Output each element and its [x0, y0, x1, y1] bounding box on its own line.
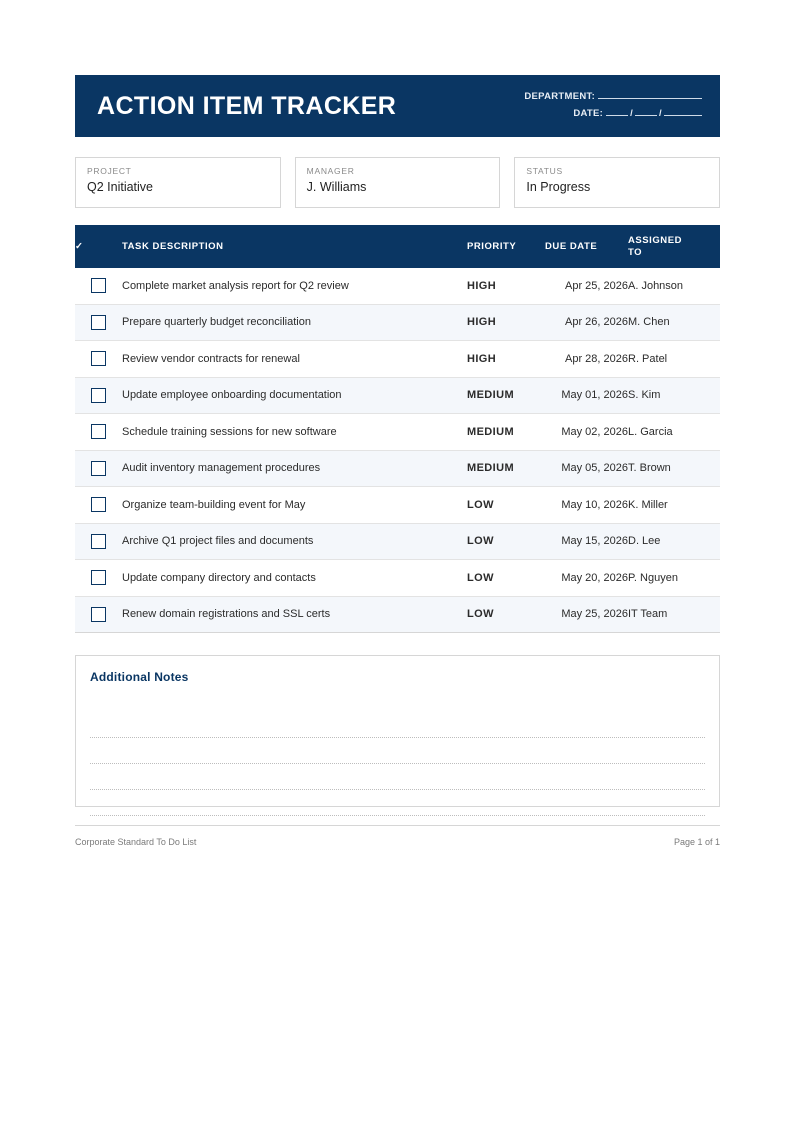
checkbox-icon[interactable]: [91, 315, 106, 330]
title-banner: [75, 75, 720, 137]
info-label-project: PROJECT: [87, 166, 132, 176]
task-checkbox-cell[interactable]: [75, 560, 122, 597]
task-checkbox-cell[interactable]: [75, 487, 122, 524]
table-row: [75, 414, 720, 451]
table-body: [75, 268, 720, 633]
table-row: [75, 560, 720, 597]
assigned-to-line-2: TO: [628, 246, 643, 258]
department-input-line[interactable]: [598, 98, 702, 99]
priority-badge: MEDIUM: [467, 450, 545, 487]
task-checkbox-cell[interactable]: [75, 414, 122, 451]
notes-writing-lines: [90, 712, 705, 816]
due-date-cell: Apr 28, 2026: [545, 341, 628, 378]
due-date-cell: May 01, 2026: [545, 377, 628, 414]
table-row: [75, 487, 720, 524]
date-field: [524, 106, 702, 123]
date-month-input-line[interactable]: [606, 115, 628, 116]
priority-badge: HIGH: [467, 304, 545, 341]
info-label-status: STATUS: [526, 166, 563, 176]
task-description-cell: Update employee onboarding documentation: [122, 377, 467, 414]
due-date-cell: Apr 25, 2026: [545, 268, 628, 304]
task-description-cell: Renew domain registrations and SSL certs: [122, 596, 467, 633]
task-description-cell: Update company directory and contacts: [122, 560, 467, 597]
checkbox-icon[interactable]: [91, 424, 106, 439]
task-checkbox-cell[interactable]: [75, 341, 122, 378]
due-date-cell: May 02, 2026: [545, 414, 628, 451]
priority-badge: LOW: [467, 523, 545, 560]
task-checkbox-cell[interactable]: [75, 377, 122, 414]
checkbox-icon[interactable]: [91, 570, 106, 585]
priority-badge: MEDIUM: [467, 377, 545, 414]
task-description-cell: Complete market analysis report for Q2 review: [122, 268, 467, 304]
action-item-table: [75, 225, 720, 633]
task-description-cell: Review vendor contracts for renewal: [122, 341, 467, 378]
info-box-status[interactable]: [514, 157, 720, 208]
info-label-manager: MANAGER: [306, 166, 355, 176]
checkbox-icon[interactable]: [91, 388, 106, 403]
assigned-to-cell: A. Johnson: [628, 268, 720, 304]
table-row: [75, 523, 720, 560]
department-label: DEPARTMENT:: [524, 91, 596, 103]
info-box-project[interactable]: [75, 157, 281, 208]
task-description-cell: Audit inventory management procedures: [122, 450, 467, 487]
notes-line[interactable]: [90, 790, 705, 816]
priority-badge: LOW: [467, 596, 545, 633]
assigned-to-cell: K. Miller: [628, 487, 720, 524]
date-year-input-line[interactable]: [664, 115, 702, 116]
task-description-cell: Schedule training sessions for new software: [122, 414, 467, 451]
date-slash-1: /: [630, 108, 634, 119]
notes-line[interactable]: [90, 738, 705, 764]
table-row: [75, 596, 720, 633]
column-header-due-date: DUE DATE: [545, 225, 628, 268]
info-box-row: [75, 157, 720, 208]
due-date-cell: Apr 26, 2026: [545, 304, 628, 341]
priority-badge: HIGH: [467, 341, 545, 378]
due-date-cell: May 10, 2026: [545, 487, 628, 524]
table-row: [75, 450, 720, 487]
task-checkbox-cell[interactable]: [75, 304, 122, 341]
page-title: ACTION ITEM TRACKER: [97, 91, 397, 120]
assigned-to-cell: IT Team: [628, 596, 720, 633]
notes-line[interactable]: [90, 764, 705, 790]
task-description-cell: Prepare quarterly budget reconciliation: [122, 304, 467, 341]
department-field: [524, 89, 702, 106]
assigned-to-cell: T. Brown: [628, 450, 720, 487]
table-row: [75, 268, 720, 304]
due-date-cell: May 05, 2026: [545, 450, 628, 487]
column-header-check: ✓: [75, 225, 122, 268]
table-row: [75, 377, 720, 414]
notes-title: Additional Notes: [90, 670, 189, 684]
priority-badge: LOW: [467, 487, 545, 524]
due-date-cell: May 20, 2026: [545, 560, 628, 597]
column-header-task: TASK DESCRIPTION: [122, 225, 467, 268]
task-checkbox-cell[interactable]: [75, 450, 122, 487]
assigned-to-cell: S. Kim: [628, 377, 720, 414]
table-header: [75, 225, 720, 268]
assigned-to-cell: M. Chen: [628, 304, 720, 341]
task-checkbox-cell[interactable]: [75, 596, 122, 633]
assigned-to-cell: P. Nguyen: [628, 560, 720, 597]
task-description-cell: Archive Q1 project files and documents: [122, 523, 467, 560]
info-value-status: In Progress: [526, 180, 591, 195]
checkbox-icon[interactable]: [91, 497, 106, 512]
assigned-to-cell: D. Lee: [628, 523, 720, 560]
footer-page-number: Page 1 of 1: [673, 837, 720, 847]
date-label: DATE:: [573, 108, 604, 119]
document-sheet: [75, 75, 720, 847]
date-slash-2: /: [659, 108, 662, 119]
checkbox-icon[interactable]: [91, 351, 106, 366]
assigned-to-line-1: ASSIGNED: [628, 234, 683, 246]
info-box-manager[interactable]: [295, 157, 501, 208]
due-date-cell: May 15, 2026: [545, 523, 628, 560]
date-day-input-line[interactable]: [635, 115, 657, 116]
footer-left-text: Corporate Standard To Do List: [75, 837, 197, 847]
column-header-priority: PRIORITY: [467, 225, 545, 268]
page-footer: [75, 825, 720, 847]
priority-badge: MEDIUM: [467, 414, 545, 451]
task-checkbox-cell[interactable]: [75, 268, 122, 304]
info-value-manager: J. Williams: [306, 180, 367, 195]
assigned-to-cell: L. Garcia: [628, 414, 720, 451]
checkbox-icon[interactable]: [91, 607, 106, 622]
notes-line[interactable]: [90, 712, 705, 738]
table-row: [75, 304, 720, 341]
checkbox-icon[interactable]: [91, 461, 106, 476]
column-header-assigned-to: [628, 225, 720, 268]
assigned-to-cell: R. Patel: [628, 341, 720, 378]
task-checkbox-cell[interactable]: [75, 523, 122, 560]
task-description-cell: Organize team-building event for May: [122, 487, 467, 524]
table-row: [75, 341, 720, 378]
header-fields: [524, 89, 702, 122]
checkbox-icon[interactable]: [91, 534, 106, 549]
additional-notes-box: [75, 655, 720, 807]
checkbox-icon[interactable]: [91, 278, 106, 293]
priority-badge: HIGH: [467, 268, 545, 304]
table-header-row: [75, 225, 720, 268]
priority-badge: LOW: [467, 560, 545, 597]
due-date-cell: May 25, 2026: [545, 596, 628, 633]
info-value-project: Q2 Initiative: [87, 180, 154, 195]
